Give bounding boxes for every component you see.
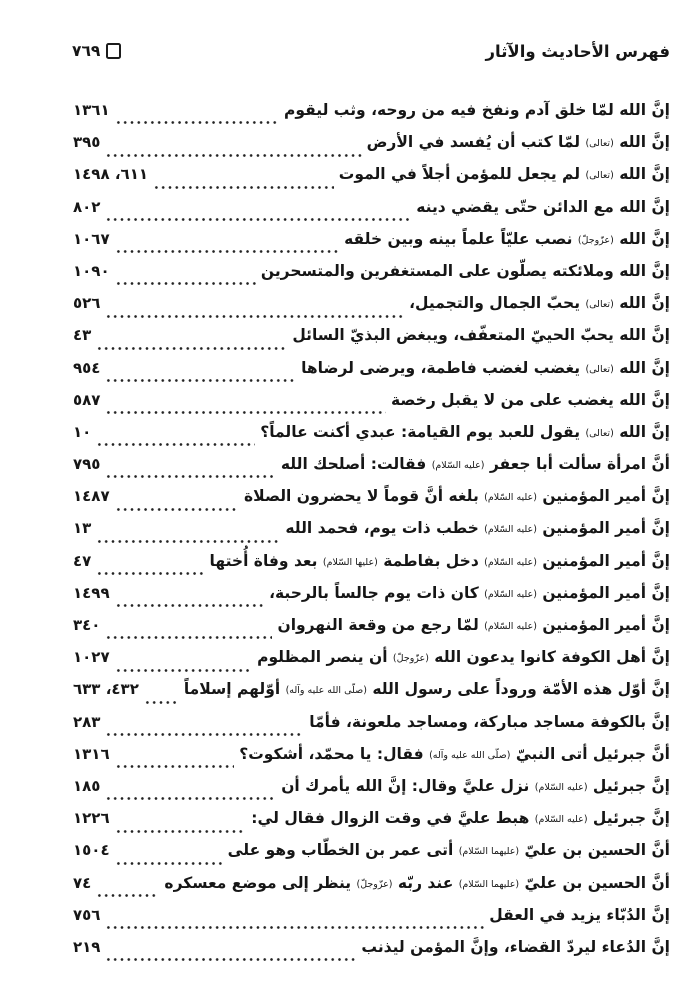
index-entry-row — [73, 133, 670, 165]
entry-text — [277, 616, 670, 634]
entry-text — [409, 294, 670, 312]
page-number: ٧٦٩ — [72, 42, 101, 60]
honorific-parenthetical: (عليه السّلام) — [484, 492, 537, 504]
entry-text-segment: يغضب لغضب فاطمة، ويرضى لرضاها — [301, 358, 586, 377]
entry-page-number: ٤٣ — [73, 326, 92, 345]
honorific-parenthetical: (عليهما السّلام) — [458, 878, 520, 890]
honorific-parenthetical: (تعالى) — [585, 427, 614, 439]
honorific-parenthetical: (عليه السّلام) — [431, 460, 485, 472]
index-entry-row — [73, 648, 670, 680]
dot-leader — [115, 262, 256, 294]
entry-text — [489, 906, 670, 924]
entry-page-number: ٢٨٣ — [73, 712, 101, 731]
dot-leader — [105, 713, 304, 745]
honorific-parenthetical: (عليه السّلام) — [484, 524, 537, 536]
honorific-parenthetical: (تعالى) — [585, 363, 614, 375]
index-entry-row — [73, 874, 670, 906]
honorific-parenthetical: (عليه السّلام) — [534, 814, 588, 826]
dot-leader — [144, 680, 179, 712]
index-entry-row — [73, 809, 670, 841]
entry-text-segment: أوّلهم إسلاماً — [183, 680, 286, 699]
entry-text-segment: إنَّ جبرئيل — [587, 776, 670, 795]
entry-page-number: ٧٤ — [73, 873, 92, 892]
dot-leader — [115, 101, 279, 133]
entry-text-segment: إنَّ أمير المؤمنين — [536, 519, 670, 538]
entry-text — [281, 455, 670, 473]
dot-leader — [96, 874, 159, 906]
entry-text-segment: إنَّ جبرئيل — [587, 809, 670, 828]
dot-leader — [153, 165, 334, 197]
index-entry-row — [73, 584, 670, 616]
dot-leader — [105, 777, 276, 809]
entry-page-number: ١٠٩٠ — [73, 261, 110, 280]
entry-page-number: ١٣ — [73, 519, 92, 538]
honorific-parenthetical: (عزّوجلّ) — [577, 234, 614, 246]
entry-text — [184, 680, 670, 698]
index-entry-row — [73, 906, 670, 938]
page-header — [72, 38, 670, 64]
index-entry-row — [73, 391, 670, 423]
honorific-parenthetical: (تعالى) — [585, 170, 614, 182]
entry-text-segment: إنَّ أوّل هذه الأمّة وروداً على رسول الله — [366, 680, 670, 699]
entry-text-segment: أنَّ الحسين بن عليّ — [519, 873, 670, 892]
entry-text — [391, 391, 670, 409]
dot-leader — [105, 198, 411, 230]
entry-text — [228, 841, 670, 859]
dot-leader — [105, 359, 296, 391]
entry-page-number: ٤٣٢، ٦٣٣ — [73, 680, 139, 699]
index-entry-row — [73, 616, 670, 648]
entry-text-segment: إنَّ الله وملائكته يصلّون على المستغفرين والمتسحرين — [260, 261, 670, 280]
entry-text-segment: خطب ذات يوم، فحمد الله — [285, 519, 485, 538]
entry-text-segment: نزل عليَّ وقال: إنَّ الله يأمرك أن — [281, 776, 535, 795]
entry-page-number: ١٣٦١ — [73, 101, 110, 119]
entry-text-segment: أنَّ جبرئيل أتى النبيّ — [510, 744, 670, 763]
entry-page-number: ١٠٦٧ — [73, 229, 110, 248]
index-entry-row — [73, 841, 670, 873]
entry-text-segment: أنَّ امرأة سألت أبا جعفر — [484, 455, 670, 474]
index-entry-row — [73, 262, 670, 294]
index-entry-row — [73, 519, 670, 551]
entry-page-number: ٣٩٥ — [73, 133, 101, 152]
entry-text-segment: لم يجعل للمؤمن أجلاً في الموت — [338, 165, 586, 184]
entry-text-segment: إنَّ الله يغضب على من لا يقبل رخصة — [390, 390, 670, 409]
entry-page-number: ٢١٩ — [73, 937, 101, 956]
entry-text-segment: نصب عليّاً علماً بينه وبين خلقه — [344, 229, 578, 248]
entry-text — [309, 713, 670, 731]
index-entry-row — [73, 326, 670, 358]
dot-leader — [105, 133, 361, 165]
entry-text-segment: لمّا كتب أن يُفسد في الأرض — [366, 133, 586, 152]
dot-leader — [115, 745, 235, 777]
entry-text-segment: إنَّ الدُعاء ليردّ القضاء، وإنَّ المؤمن ليذنب — [361, 937, 670, 956]
dot-leader — [115, 648, 252, 680]
index-entry-row — [73, 230, 670, 262]
entry-text — [339, 165, 670, 183]
entry-page-number: ١٢٢٦ — [73, 809, 110, 828]
entry-text-segment: كان ذات يوم جالساً بالرحبة، — [269, 583, 485, 602]
dot-leader — [115, 584, 264, 616]
index-entry-row — [73, 294, 670, 326]
entry-text-segment: إنَّ الله — [613, 133, 670, 152]
dot-leader — [96, 519, 280, 551]
entry-text-segment: عند ربّه — [392, 873, 459, 892]
index-entry-row — [73, 165, 670, 197]
entry-text-segment: إنَّ الله — [613, 229, 670, 248]
entry-text-segment: إنَّ أمير المؤمنين — [536, 551, 670, 570]
entry-text — [361, 938, 670, 956]
entry-text-segment: يحبّ الجمال والتجميل، — [409, 294, 586, 313]
entry-text-segment: إنَّ الدُبّاء يزيد في العقل — [489, 905, 670, 924]
entry-page-number: ٥٢٦ — [73, 294, 101, 313]
entry-page-number: ١٣١٦ — [73, 744, 110, 763]
entry-page-number: ٦١١، ١٤٩٨ — [73, 165, 149, 184]
index-entry-row — [73, 938, 670, 970]
dot-leader — [105, 455, 275, 487]
entry-page-number: ١٥٠٤ — [73, 841, 110, 860]
index-entry-row — [73, 198, 670, 230]
honorific-parenthetical: (عزّوجلّ) — [356, 878, 393, 890]
index-entry-row — [73, 101, 670, 133]
entry-text-segment: إنَّ الله — [613, 165, 670, 184]
honorific-parenthetical: (عليه السّلام) — [534, 781, 588, 793]
entry-page-number: ٧٥٦ — [73, 905, 101, 924]
entry-page-number: ٩٥٤ — [73, 358, 101, 377]
dot-leader — [105, 938, 356, 970]
entry-page-number: ١٠ — [73, 422, 92, 441]
square-bullet-icon — [106, 43, 121, 59]
index-entry-row — [73, 423, 670, 455]
entry-text-segment: إنَّ الله يحبّ الحييّ المتعفّف، ويبغض البذيّ السائل — [292, 326, 670, 345]
honorific-parenthetical: (تعالى) — [585, 299, 614, 311]
entries-list — [73, 101, 670, 970]
entry-text-segment: هبط عليَّ في وقت الزوال فقال لي: — [251, 809, 535, 828]
index-entry-row — [73, 777, 670, 809]
honorific-parenthetical: (عليهما السّلام) — [458, 846, 520, 858]
entry-text — [269, 584, 670, 602]
entry-text — [164, 874, 670, 892]
entry-text — [367, 133, 670, 151]
entry-text-segment: إنَّ الله — [613, 294, 670, 313]
entry-text-segment: إنَّ أمير المؤمنين — [536, 487, 670, 506]
folio — [72, 42, 121, 60]
entry-text-segment: إنَّ الله مع الدائن حتّى يقضي دينه — [416, 197, 670, 216]
entry-text — [292, 326, 670, 344]
entry-page-number: ١٠٢٧ — [73, 648, 110, 667]
index-entry-row — [73, 745, 670, 777]
dot-leader — [96, 326, 287, 358]
entry-text-segment: أن ينصر المظلوم — [257, 648, 393, 667]
entry-text-segment: إنَّ الله — [613, 422, 670, 441]
entry-text-segment: فقال: يا محمّد، أشكوت؟ — [239, 744, 430, 763]
entry-page-number: ١٨٥ — [73, 776, 101, 795]
entry-text-segment: إنَّ بالكوفة مساجد مباركة، ومساجد ملعونة، فأمّا — [309, 712, 670, 731]
entry-text — [210, 552, 670, 570]
honorific-parenthetical: (عليه السّلام) — [484, 588, 537, 600]
entry-text — [244, 487, 670, 505]
entry-text — [257, 648, 670, 666]
entry-text-segment: يقول للعبد يوم القيامة: عبدي أكنت عالماً؟ — [260, 422, 586, 441]
entry-text-segment: أتى عمر بن الخطّاب وهو على — [227, 841, 459, 860]
entry-text-segment: دخل بفاطمة — [377, 551, 485, 570]
entry-text — [260, 423, 670, 441]
index-entry-row — [73, 487, 670, 519]
honorific-parenthetical: (عليه السّلام) — [484, 621, 537, 632]
entry-text-segment: فقالت: أصلحك الله — [280, 455, 432, 474]
entry-text — [261, 262, 670, 280]
honorific-parenthetical: (تعالى) — [585, 138, 614, 150]
entry-text — [344, 230, 670, 248]
dot-leader — [96, 423, 255, 455]
entry-text — [285, 519, 670, 537]
honorific-parenthetical: (صلّى الله عليه وآله) — [285, 685, 367, 697]
entry-text — [281, 777, 670, 795]
entry-text-segment: إنَّ الله لمّا خلق آدم ونفخ فيه من روحه، وثب ليقوم — [284, 101, 670, 119]
dot-leader — [115, 487, 239, 519]
entry-text-segment: بلغه أنَّ قوماً لا يحضرون الصلاة — [244, 487, 485, 506]
index-entry-row — [73, 359, 670, 391]
dot-leader — [105, 294, 404, 326]
index-entry-row — [73, 713, 670, 745]
entry-text-segment: أنَّ الحسين بن عليّ — [519, 841, 670, 860]
dot-leader — [115, 841, 223, 873]
entry-page-number: ١٤٨٧ — [73, 487, 110, 506]
entry-text-segment: ينظر إلى موضع معسكره — [164, 873, 357, 892]
dot-leader — [96, 552, 204, 584]
entry-page-number: ١٤٩٩ — [73, 583, 110, 602]
dot-leader — [105, 391, 386, 423]
honorific-parenthetical: (صلّى الله عليه وآله) — [429, 749, 511, 761]
index-entry-row — [73, 455, 670, 487]
entry-page-number: ٤٧ — [73, 551, 92, 570]
dot-leader — [115, 809, 247, 841]
entry-text — [239, 745, 670, 763]
entry-text-segment: بعد وفاة أُختها — [209, 551, 323, 570]
entry-text — [251, 809, 670, 827]
honorific-parenthetical: (عليها السّلام) — [322, 556, 378, 568]
index-entry-row — [73, 552, 670, 584]
entry-page-number: ٧٩٥ — [73, 455, 101, 474]
entry-text-segment: لمّا رجع من وقعة النهروان — [277, 616, 485, 634]
entry-text-segment: إنَّ الله — [613, 358, 670, 377]
dot-leader — [115, 230, 339, 262]
entry-text-segment: إنَّ أهل الكوفة كانوا يدعون الله — [428, 648, 670, 667]
dot-leader — [105, 616, 272, 648]
index-entry-row — [73, 680, 670, 712]
entry-page-number: ٣٤٠ — [73, 616, 101, 634]
entry-text — [301, 359, 670, 377]
entry-text-segment: إنَّ أمير المؤمنين — [536, 616, 670, 634]
chapter-title: فهرس الأحاديث والآثار — [485, 41, 670, 61]
entry-text-segment: إنَّ أمير المؤمنين — [536, 583, 670, 602]
entry-page-number: ٨٠٢ — [73, 197, 101, 216]
entry-page-number: ٥٨٧ — [73, 390, 101, 409]
dot-leader — [105, 906, 484, 938]
entry-text — [284, 101, 670, 119]
honorific-parenthetical: (عليه السّلام) — [484, 556, 537, 568]
entry-text — [416, 198, 670, 216]
honorific-parenthetical: (عزّوجلّ) — [392, 653, 429, 665]
